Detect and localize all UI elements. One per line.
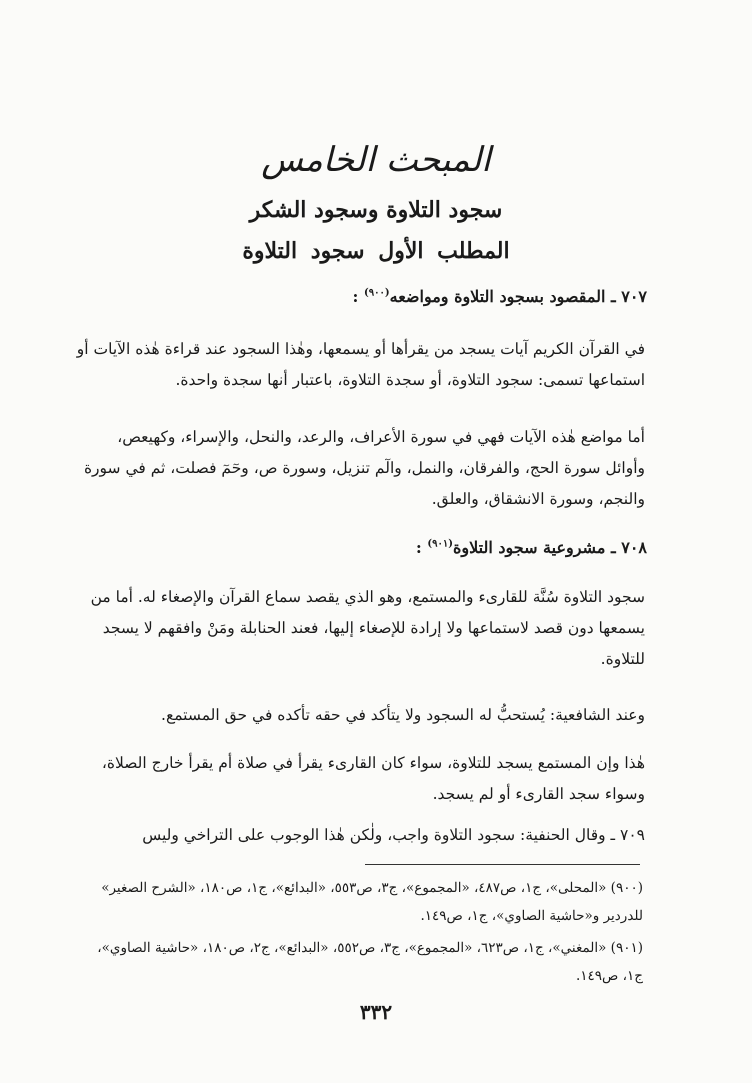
footnote-divider	[365, 864, 640, 865]
paragraph-709-start: ٧٠٩ ـ وقال الحنفية: سجود التلاوة واجب، ولٰكن هٰذا الوجوب على التراخي وليس	[142, 826, 645, 844]
paragraph-708-1: سجود التلاوة سُنَّة للقارىء والمستمع، وهو الذي يقصد سماع القرآن والإصغاء له. أما من يسمعها دون قصد لاستماعها ولا إرادة للإصغاء إليها، فعند الحنابلة ومَنْ وافقهم لا يسجد للتلاوة.	[90, 588, 645, 668]
page-number: ٣٣٢	[359, 1000, 393, 1024]
section-title: المطلب الأول سجود التلاوة	[242, 238, 510, 264]
heading-707-colon: :	[352, 287, 359, 306]
paragraph-707-1: في القرآن الكريم آيات يسجد من يقرأها أو يسمعها، وهٰذا السجود عند قراءة هٰذه الآيات أو استماعها تسمى: سجود التلاوة، أو سجدة التلاوة، باعتبار أنها سجدة واحدة.	[76, 340, 645, 389]
chapter-subtitle: سجود التلاوة وسجود الشكر	[249, 197, 503, 223]
paragraph-708-3: هٰذا وإن المستمع يسجد للتلاوة، سواء كان القارىء يقرأ في صلاة أم يقرأ خارج الصلاة، وسواء سجد القارىء أو لم يسجد.	[101, 754, 645, 803]
paragraph-708-2: وعند الشافعية: يُستحبُّ له السجود ولا يتأكد في حقه تأكده في حق المستمع.	[161, 706, 645, 724]
chapter-title: المبحث الخامس	[261, 140, 491, 180]
footnote-ref-901: (٩٠١)	[427, 538, 453, 550]
paragraph-707-2: أما مواضع هٰذه الآيات فهي في سورة الأعراف، والرعد، والنحل، والإسراء، وكهيعص، وأوائل سورة الحج، والفرقان، والنمل، والٓم تنزيل، وسورة ص، وحٓمٓ فصلت، ثم في سورة والنجم، وسورة الانشقاق، والعلق.	[83, 428, 645, 508]
heading-708-colon: :	[415, 538, 422, 557]
heading-707-text: ٧٠٧ ـ المقصود بسجود التلاوة ومواضعه	[389, 287, 647, 306]
heading-707	[87, 287, 647, 306]
heading-708	[87, 538, 647, 557]
footnote-ref-900: (٩٠٠)	[364, 287, 390, 299]
heading-708-text: ٧٠٨ ـ مشروعية سجود التلاوة	[452, 538, 647, 557]
footnote-901: (٩٠١) «المغني»، ج١، ص٦٢٣، «المجموع»، ج٣، ص٥٥٢، «البدائع»، ج٢، ص١٨٠، «حاشية الصاوي»، ج١، ص١٤٩.	[97, 940, 643, 984]
footnote-900: (٩٠٠) «المحلى»، ج١، ص٤٨٧، «المجموع»، ج٣، ص٥٥٣، «البدائع»، ج١، ص١٨٠، «الشرح الصغير» للدردير و«حاشية الصاوي»، ج١، ص١٤٩.	[101, 880, 643, 924]
